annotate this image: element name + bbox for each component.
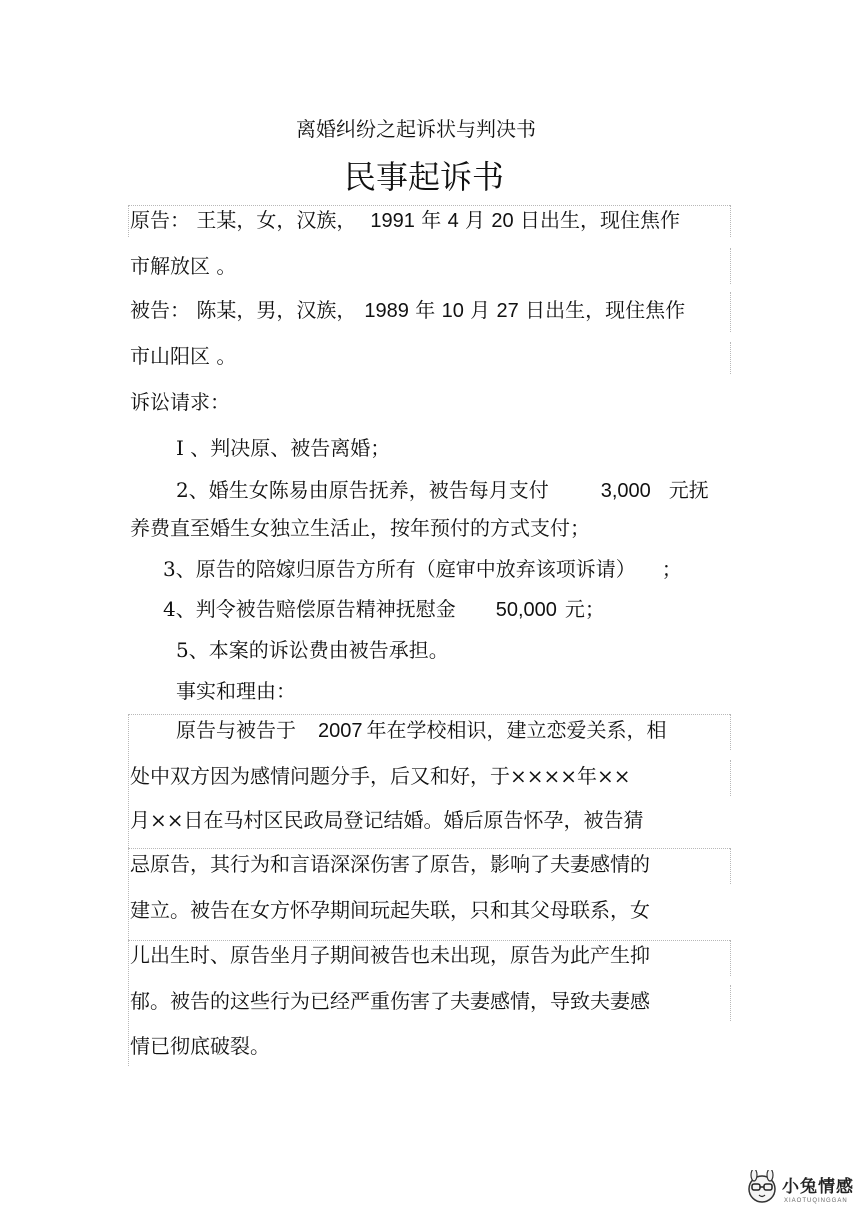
document-heading: 民事起诉书 xyxy=(343,158,504,196)
claim-3-suffix: ； xyxy=(661,557,682,581)
claim-5: 5、本案的诉讼费由被告承担。 xyxy=(176,638,449,662)
document-title: 离婚纠纷之起诉状与判决书 xyxy=(296,117,536,141)
frame-dots xyxy=(128,714,730,715)
defendant-birth-month: 10 xyxy=(441,300,464,322)
defendant-birth-day: 27 xyxy=(496,300,519,322)
claim-2-amount: 3,000 xyxy=(600,480,651,502)
frame-dots xyxy=(730,292,731,332)
frame-dots xyxy=(128,714,129,1066)
facts-line-6: 儿出生时、原告坐月子期间被告也未出现，原告为此产生抑 xyxy=(130,943,650,967)
facts-heading: 事实和理由： xyxy=(176,679,296,703)
watermark-brand: 小兔情感 xyxy=(782,1177,854,1197)
defendant-line-1 xyxy=(130,296,685,325)
claim-4-amount: 50,000 xyxy=(495,599,557,621)
claim-3-text: 3、原告的陪嫁归原告方所有（庭审中放弃该项诉请） xyxy=(163,557,636,581)
facts-line-2: 处中双方因为感情问题分手，后又和好，于××××年×× xyxy=(130,764,631,788)
facts-line-4: 忌原告，其行为和言语深深伤害了原告，影响了夫妻感情的 xyxy=(130,852,650,876)
plaintiff-birth-year: 1991 xyxy=(370,210,415,232)
defendant-birth-year: 1989 xyxy=(364,300,409,322)
frame-dots xyxy=(730,985,731,1021)
watermark-logo xyxy=(744,1168,854,1212)
plaintiff-birth-day: 20 xyxy=(491,210,514,232)
plaintiff-intro: 原告： 王某，女，汉族， xyxy=(130,208,357,232)
frame-dots xyxy=(730,248,731,284)
month-label: 月 xyxy=(458,208,492,232)
claim-2-line-2: 养费直至婚生女独立生活止，按年预付的方式支付； xyxy=(130,516,590,540)
year-label: 年 xyxy=(414,208,448,232)
claims-heading: 诉讼请求： xyxy=(130,390,230,414)
claim-2 xyxy=(176,476,709,505)
facts-line-5: 建立。被告在女方怀孕期间玩起失联，只和其父母联系，女 xyxy=(130,898,650,922)
frame-dots xyxy=(730,760,731,796)
claim-4 xyxy=(163,595,605,624)
claim-2-text: 2、婚生女陈易由原告抚养，被告每月支付 xyxy=(176,478,549,502)
claim-1: I 、判决原、被告离婚； xyxy=(176,436,391,460)
claim-3 xyxy=(163,555,682,583)
frame-dots xyxy=(128,205,129,237)
facts-year: 2007 xyxy=(318,720,363,742)
year-label: 年 xyxy=(408,298,442,322)
plaintiff-birth-month: 4 xyxy=(447,210,459,232)
claim-4-suffix: 元； xyxy=(564,597,605,621)
facts-line-3: 月××日在马村区民政局登记结婚。婚后原告怀孕，被告猜 xyxy=(130,808,644,832)
month-label: 月 xyxy=(463,298,497,322)
claim-4-text: 4、判令被告赔偿原告精神抚慰金 xyxy=(163,597,456,621)
facts-line-1-b: 年在学校相识，建立恋爱关系，相 xyxy=(366,718,667,742)
frame-dots xyxy=(730,848,731,884)
facts-line-7: 郁。被告的这些行为已经严重伤害了夫妻感情，导致夫妻感 xyxy=(130,989,650,1013)
frame-dots xyxy=(730,205,731,237)
defendant-residence-a: 日出生，现住焦作 xyxy=(518,298,686,322)
defendant-line-2: 市山阳区 。 xyxy=(130,344,237,368)
plaintiff-residence-a: 日出生，现住焦作 xyxy=(513,208,681,232)
watermark-sub: XIAOTUQINGGAN xyxy=(784,1198,848,1204)
rabbit-face-icon xyxy=(744,1170,780,1204)
plaintiff-line-1 xyxy=(130,206,680,235)
defendant-intro: 被告： 陈某，男，汉族， xyxy=(130,298,357,322)
facts-line-1-a: 原告与被告于 xyxy=(176,718,296,742)
plaintiff-line-2: 市解放区 。 xyxy=(130,254,237,278)
claim-2-suffix: 元抚 xyxy=(668,478,709,502)
facts-line-1 xyxy=(176,716,667,745)
frame-dots xyxy=(128,848,730,849)
facts-line-8: 情已彻底破裂。 xyxy=(130,1034,270,1058)
frame-dots xyxy=(730,342,731,374)
frame-dots xyxy=(730,940,731,976)
frame-dots xyxy=(730,714,731,750)
